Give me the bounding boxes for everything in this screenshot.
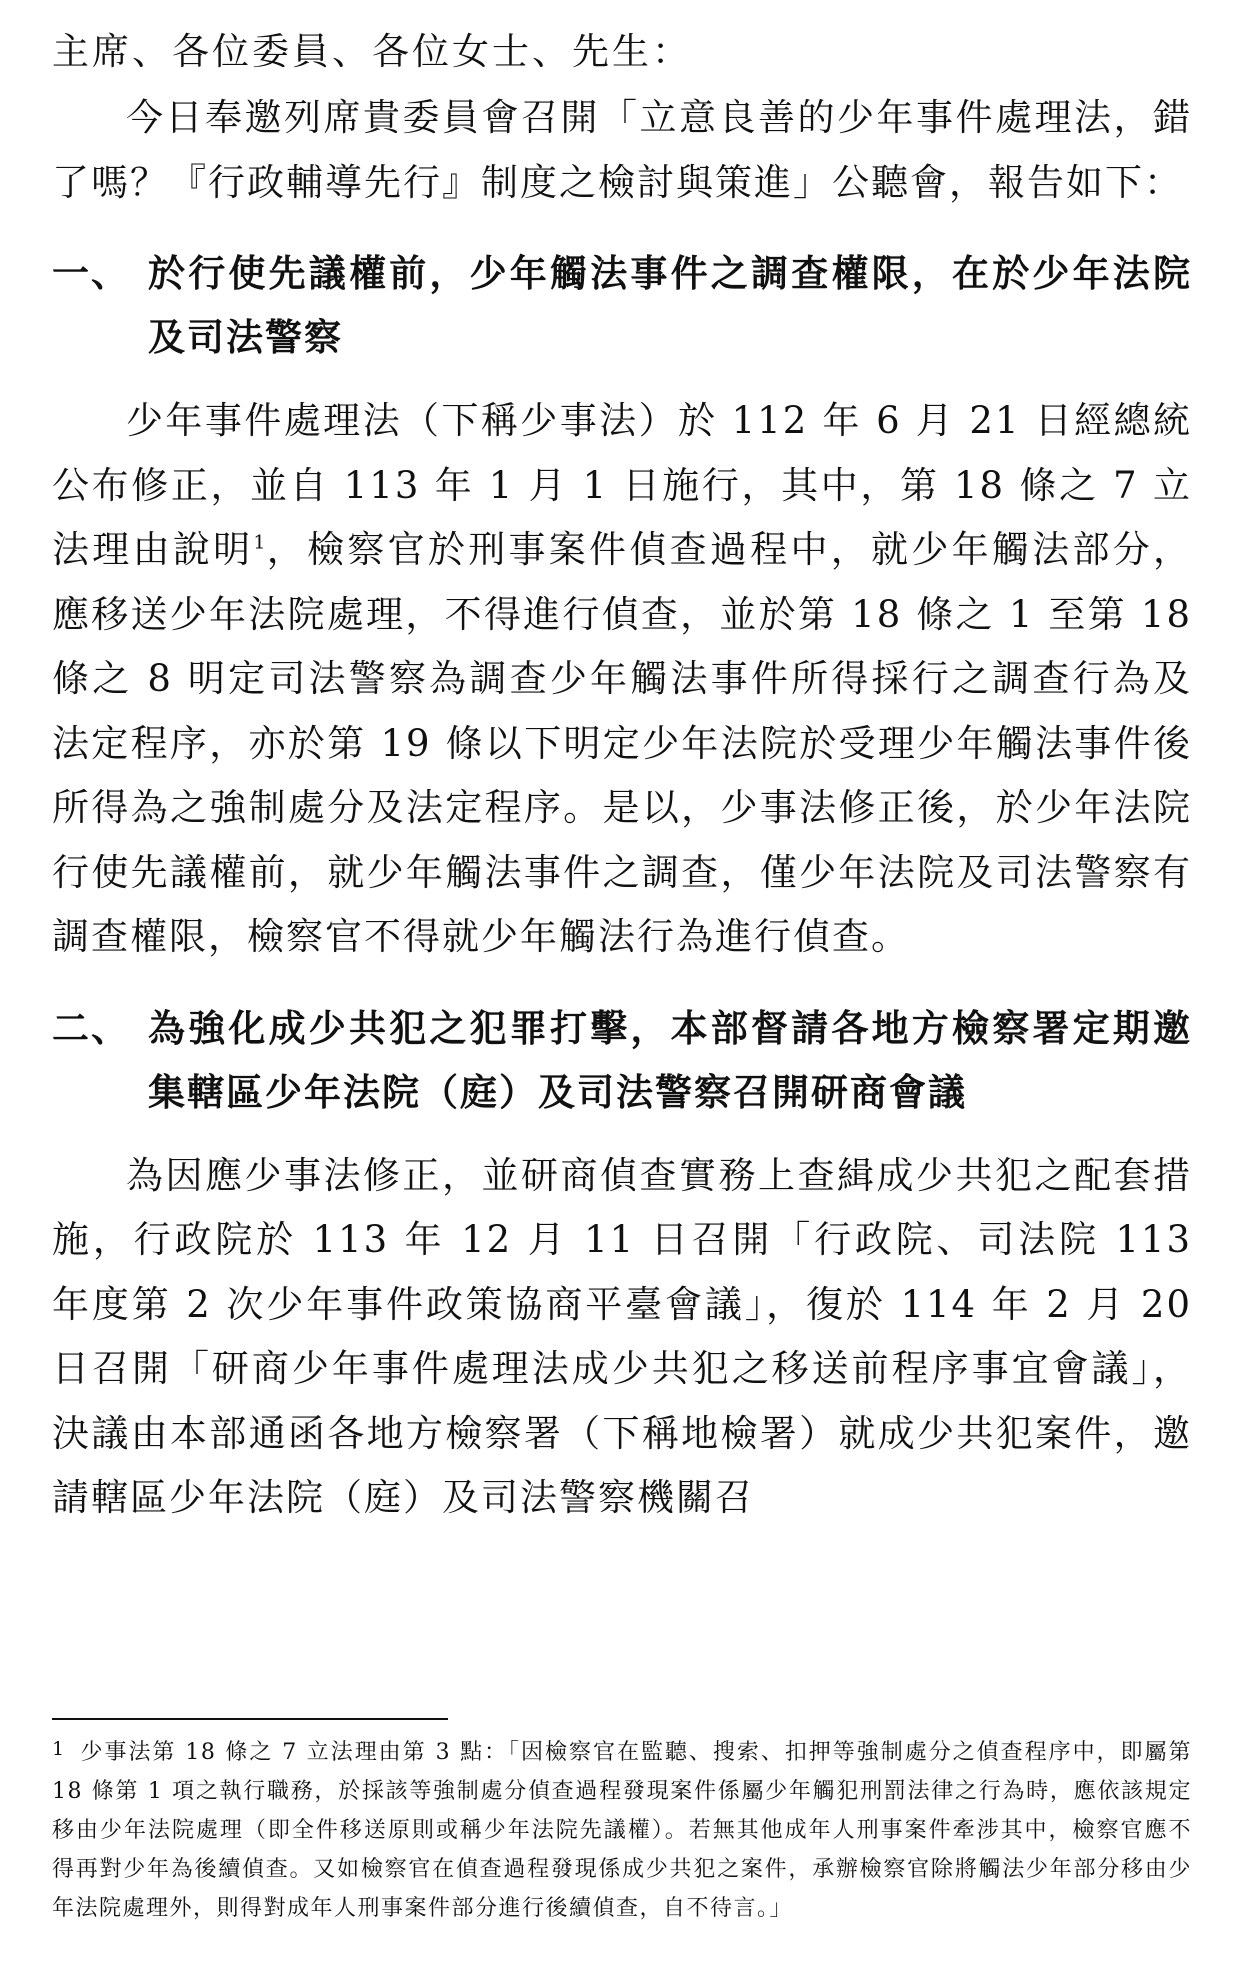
footnote <box>52 1730 1192 1928</box>
greeting: 主席、各位委員、各位女士、先生： <box>52 30 692 73</box>
section-1-heading <box>52 241 1192 369</box>
section-1-paragraph <box>52 389 1192 970</box>
section-1-text-part-1: 少年事件處理法（下稱少事法）於 112 年 6 月 21 日經總統公布修正，並自 113 年 1 月 1 日施行，其中，第 18 條之 7 立法理由說明 <box>52 399 1192 571</box>
section-2-heading <box>52 996 1192 1124</box>
section-2-number: 二、 <box>52 1005 130 1050</box>
section-1-text-part-2: ，檢察官於刑事案件偵查過程中，就少年觸法部分，應移送少年法院處理，不得進行偵查，並於第 18 條之 1 至第 18 條之 8 明定司法警察為調查少年觸法事件所得採行之調查行為及法定程序，亦於第 19 條以下明定少年法院於受理少年觸法事件後所得為之強制處分及法定程序。是以，少事法修正後，於少年法院行使先議權前，就少年觸法事件之調查，僅少年法院及司法警察有調查權限，檢察官不得就少年觸法行為進行偵查。 <box>52 528 1193 958</box>
footnote-reference[interactable]: 1 <box>253 531 266 554</box>
footnote-separator <box>52 1718 448 1720</box>
footnote-text: 少事法第 18 條之 7 立法理由第 3 點：「因檢察官在監聽、搜索、扣押等強制處分之偵查程序中，即屬第 18 條第 1 項之執行職務，於採該等強制處分偵查過程發現案件係屬少年觸犯刑罰法律之行為時，應依該規定移由少年法院處理（即全件移送原則或稱少年法院先議權）。若無其他成年人刑事案件牽涉其中，檢察官應不得再對少年為後續偵查。又如檢察官在偵查過程發現係成少共犯之案件，承辦檢察官除將觸法少年部分移由少年法院處理外，則得對成年人刑事案件部分進行後續偵查，自不待言。」 <box>52 1740 1192 1921</box>
section-1-number: 一、 <box>52 251 130 295</box>
section-2-title: 為強化成少共犯之犯罪打擊，本部督請各地方檢察署定期邀集轄區少年法院（庭）及司法警察召開研商會議 <box>148 1005 1192 1114</box>
section-1-title: 於行使先議權前，少年觸法事件之調查權限，在於少年法院及司法警察 <box>148 251 1192 359</box>
footnote-mark: 1 <box>52 1738 65 1760</box>
intro-paragraph: 今日奉邀列席貴委員會召開「立意良善的少年事件處理法，錯了嗎？『行政輔導先行』制度之檢討與策進」公聽會，報告如下： <box>52 96 1192 204</box>
document-page <box>52 22 1192 1531</box>
section-2-paragraph: 為因應少事法修正，並研商偵查實務上查緝成少共犯之配套措施，行政院於 113 年 12 月 11 日召開「行政院、司法院 113 年度第 2 次少年事件政策協商平臺會議」，復於 114 年 2 月 20 日召開「研商少年事件處理法成少共犯之移送前程序事宜會議」，決議由本部通函各地方檢察署（下稱地檢署）就成少共犯案件，邀請轄區少年法院（庭）及司法警察機關召 <box>52 1153 1192 1519</box>
